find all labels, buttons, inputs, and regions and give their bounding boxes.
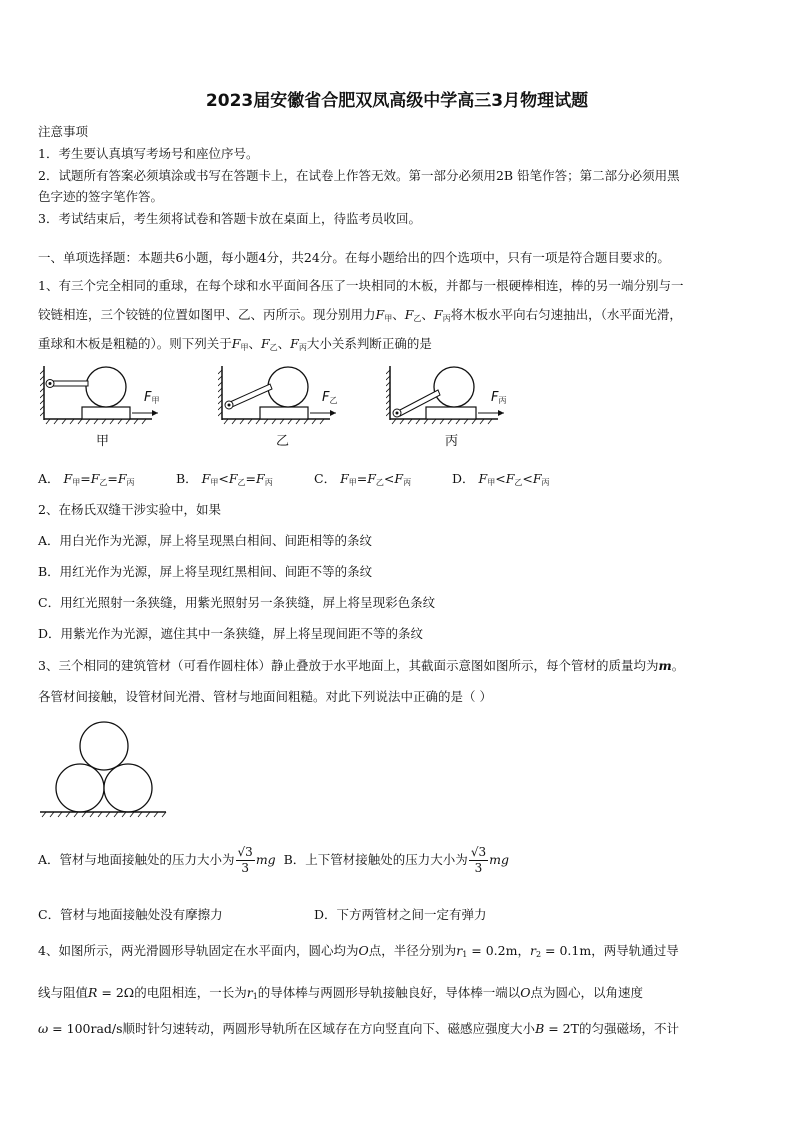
relation: = bbox=[80, 471, 91, 486]
r2-sub: 2 bbox=[535, 950, 542, 959]
q3-option-a-and-b bbox=[38, 845, 509, 876]
fig-label-bing: 丙 bbox=[445, 434, 459, 449]
force-sub: 甲 bbox=[384, 314, 393, 323]
q1-option-a bbox=[38, 469, 135, 488]
q1-option-b bbox=[176, 469, 273, 488]
mg-symbol: mg bbox=[489, 852, 509, 867]
force-symbol: F bbox=[532, 471, 542, 486]
force-symbol: F bbox=[231, 336, 241, 351]
fig-label-yi: 乙 bbox=[276, 434, 290, 449]
force-sub: 甲 bbox=[210, 478, 219, 487]
force-sub: 乙 bbox=[413, 314, 422, 323]
fig-label-jia: 甲 bbox=[96, 434, 110, 449]
mg-symbol: mg bbox=[255, 852, 276, 867]
B-value: = 2T bbox=[544, 1021, 579, 1036]
q4-stem-line2 bbox=[38, 983, 643, 1001]
fraction-numerator: √3 bbox=[237, 845, 253, 859]
q1-option-d bbox=[452, 469, 550, 488]
force-sub: 丙 bbox=[298, 343, 307, 352]
relation: = bbox=[245, 471, 257, 486]
q4-text: 点，半径分别为 bbox=[368, 943, 457, 958]
force-symbol: F bbox=[478, 471, 488, 486]
force-sub: 丙 bbox=[403, 478, 412, 487]
q1-stem-line3 bbox=[38, 334, 432, 353]
q4-text: 顺时针匀速转动，两圆形导轨所在区域存在方向竖直向下、磁感应强度大小 bbox=[122, 1021, 536, 1036]
fraction bbox=[469, 845, 488, 876]
force-sub: 丙 bbox=[541, 478, 550, 487]
q4-text: 4、如图所示，两光滑圆形导轨固定在水平面内，圆心均为 bbox=[38, 943, 359, 958]
B-symbol: B bbox=[535, 1021, 545, 1036]
force-symbol: F bbox=[117, 471, 127, 486]
q3-text: 3、三个相同的建筑管材（可看作圆柱体）静止叠放于水平地面上，其截面示意图如图所示，每个管材的质量均为 bbox=[38, 658, 659, 673]
q3-option-c: C．管材与地面接触处没有摩擦力 bbox=[38, 907, 223, 922]
point-O: O bbox=[520, 985, 531, 1000]
fraction-denominator: 3 bbox=[474, 861, 483, 875]
q4-stem-line1 bbox=[38, 941, 679, 959]
force-sub: 甲 bbox=[240, 343, 249, 352]
force-symbol: F bbox=[340, 471, 349, 486]
fig-force-sub: 甲 bbox=[151, 396, 160, 405]
omega-symbol: ω bbox=[38, 1021, 49, 1036]
fraction-numerator: √3 bbox=[470, 845, 487, 859]
notice-heading: 注意事项 bbox=[38, 124, 89, 139]
force-sub: 乙 bbox=[269, 343, 278, 352]
q3-stem-line1 bbox=[38, 656, 684, 674]
r1-sub: 1 bbox=[462, 950, 468, 959]
notice-item: 3．考试结束后，考生须将试卷和答题卡放在桌面上，待监考员收回。 bbox=[38, 211, 421, 226]
fig-force-symbol: F bbox=[322, 390, 330, 405]
q3-option-a: A．管材与地面接触处的压力大小为 bbox=[38, 852, 235, 867]
force-sub: 丙 bbox=[442, 314, 451, 323]
q4-text: ，两导轨通过导 bbox=[591, 943, 679, 958]
page-title: 2023届安徽省合肥双凤高级中学高三3月物理试题 bbox=[205, 91, 589, 111]
q4-text: 的导体棒与两圆形导轨接触良好，导体棒一端以 bbox=[257, 985, 521, 1000]
notice-item: 1．考生要认真填写考场号和座位序号。 bbox=[38, 146, 259, 161]
relation: = bbox=[356, 471, 368, 486]
R-symbol: R bbox=[88, 985, 98, 1000]
q4-text: 的匀强磁场，不计 bbox=[578, 1021, 679, 1036]
fig-force-sub: 丙 bbox=[498, 396, 507, 405]
fraction-denominator: 3 bbox=[241, 861, 249, 875]
force-symbol: F bbox=[505, 471, 515, 486]
q1-option-c bbox=[314, 469, 411, 488]
relation: < bbox=[383, 471, 395, 486]
separator: ， bbox=[517, 943, 530, 958]
force-sub: 丙 bbox=[126, 478, 135, 487]
point-O: O bbox=[358, 943, 369, 958]
force-symbol: F bbox=[260, 336, 270, 351]
force-symbol: F bbox=[367, 471, 376, 486]
option-letter: D． bbox=[452, 471, 475, 486]
q1-stem-line2 bbox=[38, 305, 682, 324]
separator: 、 bbox=[421, 307, 434, 322]
force-sub: 乙 bbox=[514, 478, 523, 487]
separator: 、 bbox=[277, 336, 291, 351]
r2-symbol: r bbox=[529, 943, 536, 958]
force-sub: 乙 bbox=[99, 478, 108, 487]
force-symbol: F bbox=[90, 471, 100, 486]
q3-option-b: B．上下管材接触处的压力大小为 bbox=[283, 852, 468, 867]
relation: < bbox=[218, 471, 229, 486]
q3-text: 。 bbox=[671, 658, 685, 673]
notice-item: 2．试题所有答案必须填涂或书写在答题卡上，在试卷上作答无效。第一部分必须用2B 铅笔作答；第二部分必须用黑 bbox=[38, 168, 680, 183]
force-symbol: F bbox=[433, 307, 443, 322]
r1-symbol: r bbox=[246, 985, 253, 1000]
force-symbol: F bbox=[375, 307, 385, 322]
mass-symbol: m bbox=[658, 658, 672, 673]
omega-value: = 100rad/s bbox=[48, 1021, 123, 1036]
separator: 、 bbox=[248, 336, 261, 351]
q1-text: 铰链相连，三个铰链的位置如图甲、乙、丙所示。现分别用力 bbox=[38, 307, 376, 322]
fig-force-symbol: F bbox=[491, 390, 499, 405]
q1-text: 大小关系判断正确的是 bbox=[306, 336, 432, 351]
fig-force-sub: 乙 bbox=[329, 396, 338, 405]
q2-option-a: A．用白光作为光源，屏上将呈现黑白相间、间距相等的条纹 bbox=[38, 533, 373, 548]
force-sub: 甲 bbox=[348, 478, 357, 487]
force-symbol: F bbox=[228, 471, 238, 486]
q4-text: 的电阻相连，一长为 bbox=[134, 985, 247, 1000]
q2-option-b: B．用红光作为光源，屏上将呈现红黑相间、间距不等的条纹 bbox=[38, 564, 373, 579]
relation: < bbox=[522, 471, 533, 486]
relation: = bbox=[107, 471, 118, 486]
q4-stem-line3 bbox=[38, 1019, 679, 1037]
r1-value: = 0.2m bbox=[467, 943, 518, 958]
force-symbol: F bbox=[394, 471, 404, 486]
separator: 、 bbox=[392, 307, 405, 322]
force-symbol: F bbox=[404, 307, 414, 322]
r1-sub: 1 bbox=[252, 992, 258, 1001]
fig-force-symbol: F bbox=[144, 390, 152, 405]
force-symbol: F bbox=[201, 471, 211, 486]
q3-option-d: D．下方两管材之间一定有弹力 bbox=[314, 907, 487, 922]
r2-value: = 0.1m bbox=[541, 943, 592, 958]
force-sub: 丙 bbox=[264, 478, 273, 487]
force-sub: 甲 bbox=[487, 478, 496, 487]
r1-symbol: r bbox=[456, 943, 463, 958]
option-letter: C． bbox=[314, 471, 337, 486]
force-sub: 甲 bbox=[72, 478, 81, 487]
option-letter: B． bbox=[176, 471, 198, 486]
R-value: = 2Ω bbox=[97, 985, 135, 1000]
notice-item: 色字迹的签字笔作答。 bbox=[38, 189, 164, 204]
section-heading: 一、单项选择题：本题共6小题，每小题4分，共24分。在每小题给出的四个选项中，只有一项是符合题目要求的。 bbox=[38, 250, 670, 265]
q1-text: 将木板水平向右匀速抽出，（水平面光滑， bbox=[450, 307, 682, 322]
q2-stem: 2、在杨氏双缝干涉实验中，如果 bbox=[38, 502, 221, 517]
force-symbol: F bbox=[290, 336, 299, 351]
relation: < bbox=[495, 471, 506, 486]
fraction bbox=[236, 845, 255, 876]
force-symbol: F bbox=[256, 471, 265, 486]
option-letter: A． bbox=[38, 471, 60, 486]
q1-text: 重球和木板是粗糙的）。则下列关于 bbox=[38, 336, 232, 351]
q3-stem-line2: 各管材间接触，设管材间光滑、管材与地面间粗糙。对此下列说法中正确的是（ ） bbox=[38, 689, 492, 704]
q2-option-d: D．用紫光作为光源，遮住其中一条狭缝，屏上将呈现间距不等的条纹 bbox=[38, 626, 424, 641]
q3-pipes-figure bbox=[38, 716, 168, 820]
q2-option-c: C．用红光照射一条狭缝，用紫光照射另一条狭缝，屏上将呈现彩色条纹 bbox=[38, 595, 436, 610]
force-sub: 乙 bbox=[237, 478, 246, 487]
q4-text: 点为圆心，以角速度 bbox=[530, 985, 644, 1000]
q4-text: 线与阻值 bbox=[38, 985, 89, 1000]
force-sub: 乙 bbox=[375, 478, 384, 487]
q1-stem-line1: 1、有三个完全相同的重球，在每个球和水平面间各压了一块相同的木板，并都与一根硬棒相连，棒的另一端分别与一 bbox=[38, 278, 684, 293]
force-symbol: F bbox=[63, 471, 73, 486]
